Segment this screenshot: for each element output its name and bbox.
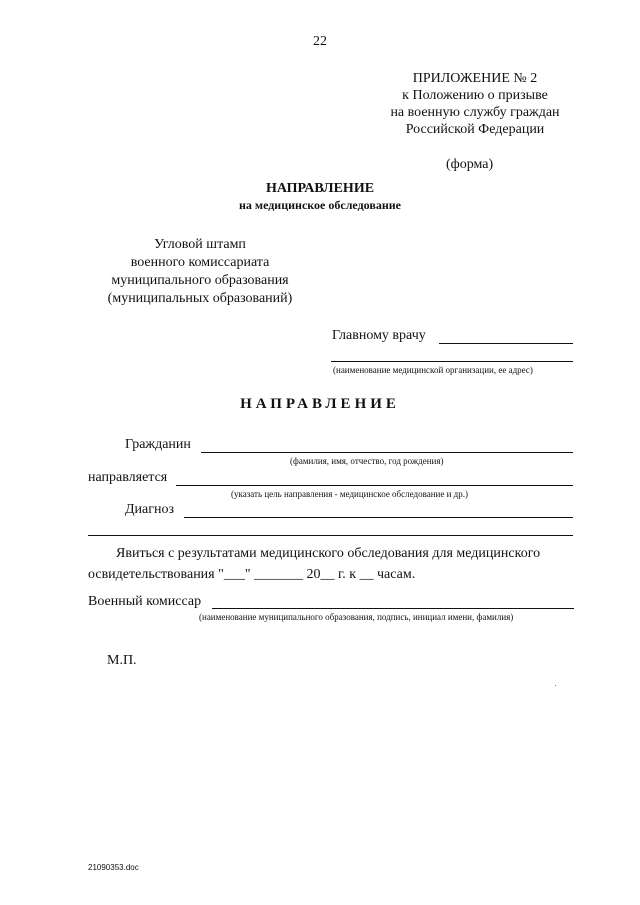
commissar-line[interactable] (212, 608, 574, 609)
diagnosis-line-1[interactable] (184, 517, 573, 518)
commissar-label: Военный комиссар (88, 594, 202, 609)
document-title: НАПРАВЛЕНИЕ (265, 181, 375, 196)
citizen-line[interactable] (201, 452, 573, 453)
appear-line-1: Явиться с результатами медицинского обследования для медицинского (116, 546, 541, 561)
sent-hint: (указать цель направления - медицинское обследование и др.) (231, 489, 468, 499)
commissar-hint: (наименование муниципального образования, подпись, инициал имени, фамилия) (199, 612, 514, 622)
stamp-line-2: военного комиссариата (130, 255, 270, 270)
medical-org-hint: (наименование медицинской организации, ее адрес) (333, 365, 533, 375)
medical-org-line[interactable] (331, 361, 573, 362)
diagnosis-line-2[interactable] (88, 535, 573, 536)
stamp-line-1: Угловой штамп (154, 237, 246, 252)
form-label: (форма) (446, 157, 494, 172)
appendix-line-1: ПРИЛОЖЕНИЕ № 2 (412, 71, 538, 86)
page-number: 22 (313, 34, 327, 49)
sent-line[interactable] (176, 485, 573, 486)
stamp-line-4: (муниципальных образований) (107, 291, 293, 306)
appear-line-2: освидетельствования "___" _______ 20__ г. к __ часам. (88, 567, 416, 582)
citizen-hint: (фамилия, имя, отчество, год рождения) (290, 456, 444, 466)
chief-doctor-line[interactable] (439, 343, 573, 344)
appendix-header (360, 70, 590, 138)
appendix-line-2: к Положению о призыве (402, 88, 548, 103)
document-subtitle: на медицинское обследование (238, 198, 402, 212)
section-title: НАПРАВЛЕНИЕ (240, 396, 400, 412)
chief-doctor-label: Главному врачу (332, 328, 426, 343)
scan-speck (555, 685, 556, 686)
seal-label: М.П. (107, 653, 137, 668)
corner-stamp-block (90, 236, 310, 308)
diagnosis-label: Диагноз (125, 502, 175, 517)
appendix-line-4: Российской Федерации (405, 122, 545, 137)
stamp-line-3: муниципального образования (111, 273, 289, 288)
citizen-label: Гражданин (125, 437, 191, 452)
footer-filename: 21090353.doc (88, 863, 139, 872)
sent-label: направляется (88, 470, 168, 485)
appendix-line-3: на военную службу граждан (390, 105, 560, 120)
